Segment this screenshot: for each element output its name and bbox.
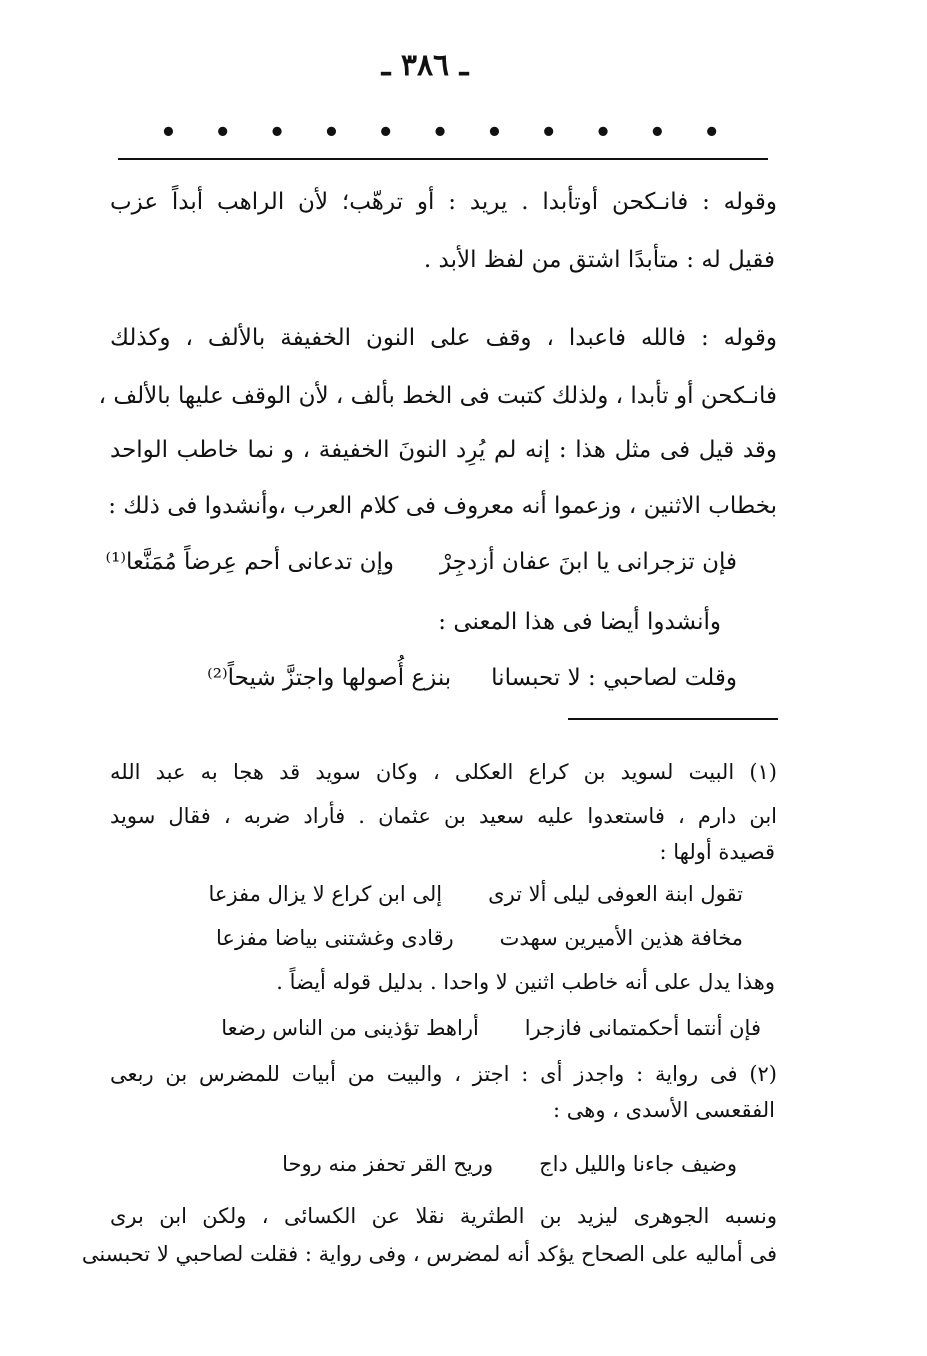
verse-second-hemistich: بنزع أُصولها واجتزَّ شيحاً⁽²⁾ [207, 665, 452, 691]
footnote-divider-rule [568, 718, 778, 720]
dot-ornament: • [594, 118, 612, 148]
main-text-line: فانـكحن أو تأبدا ، ولذلك كتبت فى الخط بألف ، لأن الوقف عليها بالألف ، [98, 383, 777, 409]
main-text-line: وأنشدوا أيضا فى هذا المعنى : [438, 609, 721, 635]
verse-second-hemistich: وريح القر تحفز منه روحا [282, 1152, 494, 1176]
main-text-line: بخطاب الاثنين ، وزعموا أنه معروف فى كلام العرب ،وأنشدوا فى ذلك : [108, 493, 777, 519]
dot-ornament: • [214, 118, 232, 148]
verse-first-hemistich: تقول ابنة العوفى ليلى ألا ترى [488, 882, 743, 906]
footnote-verse-b [216, 922, 743, 954]
footnote-line: وهذا يدل على أنه خاطب اثنين لا واحدا . بدليل قوله أيضاً . [276, 970, 775, 994]
footnote-verse-c [221, 1012, 761, 1044]
dot-ornament: • [540, 118, 558, 148]
ornamental-dots-row [160, 118, 720, 148]
verse-second-hemistich: وإن تدعانى أحم عِرضاً مُمَنَّعا⁽¹⁾ [105, 549, 394, 575]
dot-ornament: • [377, 118, 395, 148]
main-text-line: وقوله : فالله فاعبدا ، وقف على النون الخفيفة بالألف ، وكذلك [110, 325, 777, 351]
dot-ornament: • [703, 118, 720, 148]
verse-second-hemistich: رقادى وغشتنى بياضا مفزعا [216, 926, 454, 950]
footnote-line: ونسبه الجوهرى ليزيد بن الطثرية نقلا عن الكسائى ، ولكن ابن برى [110, 1204, 777, 1228]
dot-ornament: • [323, 118, 340, 148]
verse-first-hemistich: مخافة هذين الأميرين سهدت [499, 926, 743, 950]
main-text-line: وقوله : فانـكحن أوتأبدا . يريد : أو ترهّب؛ لأن الراهب أبداً عزب [110, 189, 777, 215]
page-number: ـ ٣٨٦ ـ [381, 48, 469, 83]
top-divider-rule [118, 158, 768, 160]
dot-ornament: • [486, 118, 503, 148]
dot-ornament: • [268, 118, 286, 148]
verse-first-hemistich: وضيف جاءنا والليل داج [539, 1152, 737, 1176]
verse-first-hemistich: فإن تزجرانى يا ابنَ عفان أزدجِرْ [439, 549, 737, 575]
footnote-verse-a [209, 878, 743, 910]
poem-verse-1 [105, 546, 737, 578]
dot-ornament: • [649, 118, 666, 148]
main-text-line: وقد قيل فى مثل هذا : إنه لم يُرِد النونَ الخفيفة ، و نما خاطب الواحد [110, 437, 777, 463]
footnote-line: الفقعسى الأسدى ، وهى : [553, 1098, 775, 1122]
verse-second-hemistich: إلى ابن كراع لا يزال مفزعا [208, 882, 443, 906]
main-text-line: فقيل له : متأبدًا اشتق من لفظ الأبد . [423, 247, 775, 273]
verse-first-hemistich: فإن أنتما أحكمتمانى فازجرا [524, 1016, 761, 1040]
footnote-line: (١) البيت لسويد بن كراع العكلى ، وكان سويد قد هجا به عبد الله [110, 760, 777, 784]
footnote-line: (٢) فى رواية : واجدز أى : اجتز ، والبيت من أبيات للمضرس بن ربعى [110, 1062, 777, 1086]
verse-second-hemistich: أراهط تؤذينى من الناس رضعا [221, 1016, 479, 1040]
dot-ornament: • [160, 118, 177, 148]
poem-verse-2 [207, 662, 737, 694]
footnote-line: قصيدة أولها : [659, 840, 775, 864]
footnote-line: ابن دارم ، فاستعدوا عليه سعيد بن عثمان . فأراد ضربه ، فقال سويد [110, 804, 777, 828]
footnote-verse-d [282, 1148, 737, 1180]
footnote-line: فى أماليه على الصحاح يؤكد أنه لمضرس ، وفى رواية : فقلت لصاحبي لا تحبسنى [81, 1242, 777, 1266]
dot-ornament: • [431, 118, 449, 148]
verse-first-hemistich: وقلت لصاحبي : لا تحبسانا [491, 665, 737, 691]
